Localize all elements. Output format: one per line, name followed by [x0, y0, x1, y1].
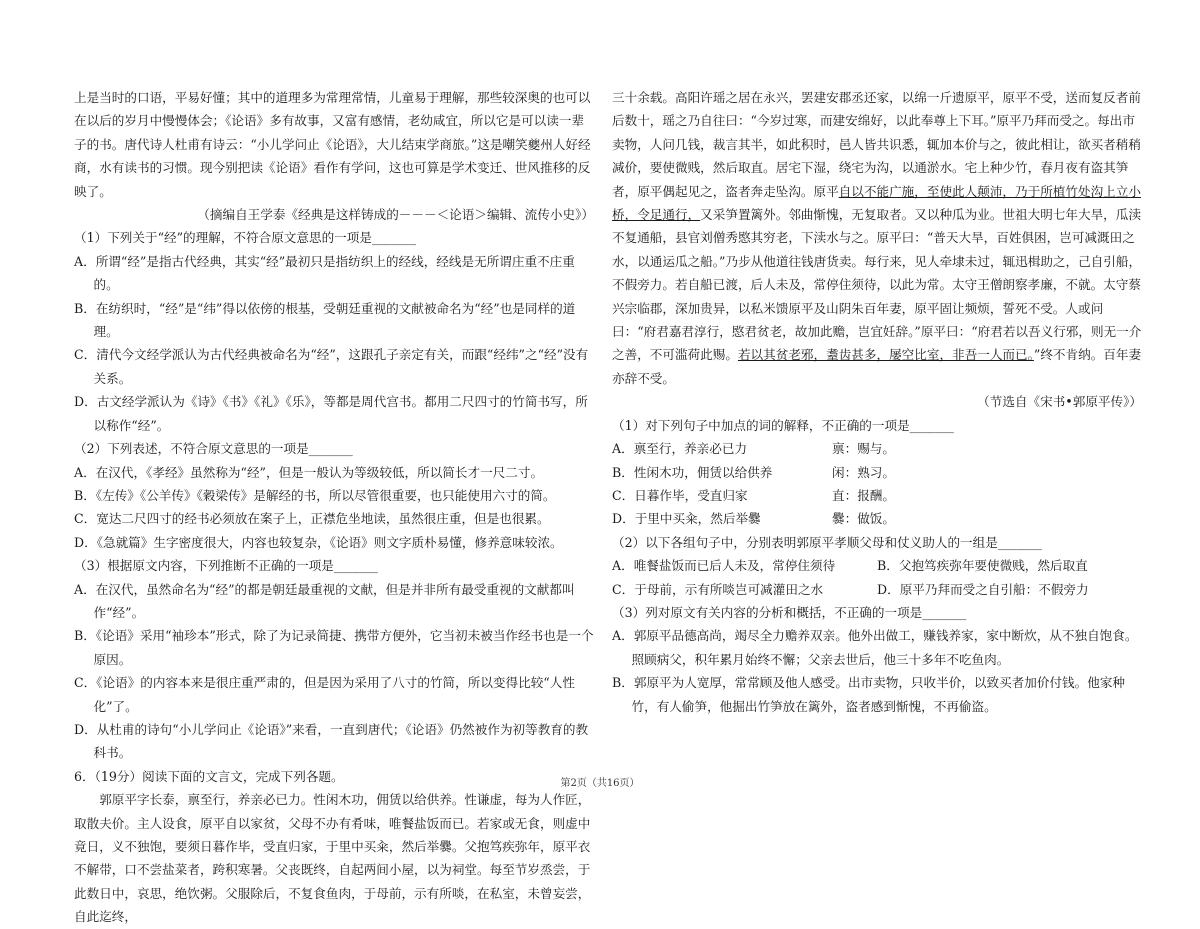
left-column [74, 86, 594, 929]
passage-paragraph: 上是当时的口语，平易好懂；其中的道理多为常理常情，儿童易于理解，那些较深奥的也可以在以后的岁月中慢慢体会；《论语》多有故事，又富有感情，老幼咸宜，所以它是可以读一辈子的书。唐代诗人杜甫有诗云：“小儿学问止《论语》，大儿结束学商旅。”这是嘲笑夔州人好经商，水有读书的习惯。现今别把读《论语》看作有学问，这也可算是学术变迁、世风推移的反映了。 [74, 90, 591, 199]
source-citation: （摘编自王学泰《经典是这样铸成的－－－＜论语＞编辑、流传小史》） [197, 207, 594, 223]
page-footer: 第2页（共16页） [560, 778, 640, 789]
option-c [612, 484, 1142, 507]
option-gloss: 直：报酬。 [832, 487, 895, 503]
underlined-sentence-1: 自以不能广施，至使此人颠沛，乃于所植竹处沟上立小桥，令足通行， [612, 183, 1141, 223]
option-b [612, 461, 1142, 484]
option-a: A．所谓“经”是指古代经典，其实“经”最初只是指纺织上的经线，经线是无所谓庄重不庄重的。 [74, 253, 575, 293]
options-ab [612, 554, 1142, 577]
passage-text: 三十余载。高阳许瑶之居在永兴，罢建安郡丞还家，以绵一斤遗原平，原平不受，送而复反者前后数十，瑶之乃自往曰：“今岁过寒，而建安绵好，以此奉尊上下耳。”原平乃拜而受之。每出市卖物，人问几钱，裁言其半，如此积时，邑人皆共识悉，辄加本价与之，彼此相让，欲买者稍稍减价，要使微贱，然后取直。居宅下湿，绕宅为沟，以通淤水。宅上种少竹，春月夜有盗其笋者，原平偶起见之，盗者奔走坠沟。原平 [612, 90, 1141, 199]
option-c: C．《论语》的内容本来是很庄重严肃的，但是因为采用了八寸的竹简，所以变得比较“人性化”了。 [74, 675, 575, 714]
option-b: B．在纺织时，“经”是“纬”得以依傍的根基，受朝廷重视的文献被命名为“经”也是同样的道理。 [74, 300, 576, 340]
option-d: D．从杜甫的诗句“小儿学问止《论语》”来看，一直到唐代；《论语》仍然被作为初等教育的教科书。 [74, 721, 589, 761]
option-c: C．于母前，示有所啖岂可减灌田之水 [612, 581, 824, 597]
option-c: C．宽达二尺四寸的经书必须放在案子上，正襟危坐地读，虽然很庄重，但是也很累。 [74, 511, 550, 527]
option-a [612, 437, 1142, 460]
option-c: C．清代今文经学派认为古代经典被命名为“经”，这跟孔子亲定有关，而跟“经纬”之“经”没有关系。 [74, 347, 589, 386]
option-b: B．《论语》采用“袖珍本”形式，除了为记录简捷、携带方便外，它当初未被当作经书也是一个原因。 [74, 628, 594, 667]
option-gloss: 禀：赐与。 [832, 441, 895, 457]
options-cd [612, 578, 1142, 601]
question-1: （1）下列关于“经”的理解，不符合原文意思的一项是_______ [74, 230, 417, 246]
option-d [612, 507, 1142, 530]
option-sentence: A．禀至行，养亲必已力 [612, 441, 748, 457]
question-6-heading: 6．（19分）阅读下面的文言文，完成下列各题。 [74, 768, 344, 784]
option-a: A．郭原平品德高尚，竭尽全力赡养双亲。他外出做工，赚钱养家，家中断炊，从不独自饱食。照顾病父，积年累月始终不懈；父亲去世后，他三十多年不吃鱼肉。 [612, 628, 1138, 667]
option-a: A．在汉代，《孝经》虽然称为“经”，但是一般认为等级较低，所以简长才一尺二寸。 [74, 464, 544, 480]
option-b: B．《左传》《公羊传》《穀梁传》是解经的书，所以尽管很重要，也只能使用六寸的简。 [74, 487, 556, 503]
classical-passage: 郭原平字长泰，禀至行，养亲必已力。性闲木功，佣赁以给供养。性谦虚，每为人作匠，取散夫价。主人设食，原平自以家贫，父母不办有肴味，唯餐盐饭而已。若家或无食，则虚中竟日，义不独饱，要须日暮作毕，受直归家，于里中买籴，然后举爨。父抱笃疾弥年，原平衣不解带，口不尝盐菜者，跨积寒暑。父丧既终，自起两间小屋，以为祠堂。每至节岁烝尝，于此数日中，哀思，绝饮粥。父服除后，不复食鱼肉，于母前，示有所啖，在私室，未曾妄尝，自此迄终， [74, 792, 591, 925]
underlined-sentence-2: 若以其贫老邪，耋齿甚多，屡空比室，非吾一人而已。 [737, 347, 1034, 363]
passage-text: ”终不肯纳。百年妻亦辞不受。 [612, 347, 1142, 386]
option-gloss: 闲：熟习。 [832, 464, 895, 480]
classical-passage-continued [612, 86, 1142, 390]
option-d: D．古文经学派认为《诗》《书》《礼》《乐》，等都是周代宫书。都用二尺四寸的竹简书写，所以称作“经”。 [74, 394, 588, 433]
option-gloss: 爨：做饭。 [832, 511, 895, 527]
passage-text: 又采笋置篱外。邻曲惭愧，无复取者。又以种瓜为业。世祖大明七年大旱，瓜渎不复通船，县官刘僧秀愍其穷老，下渎水与之。原平曰：“普天大旱，百姓俱困，岂可减溉田之水，以通运瓜之船。”乃步从他道往钱唐货卖。每行来，见人牵埭未过，辄迅楫助之，己自引船，不假旁力。若自船已渡，后人未及，常停住须待，以此为常。太守王僧朗察孝廉，不就。太守蔡兴宗临郡，深加贵异，以私米馈原平及山阴朱百年妻，原平固让频烦，誓死不受。人或问曰：“府君嘉君淳行，愍君贫老，故加此赡，岂宜妊辞。”原平曰：“府君若以吾义行邪，则无一介之善，不可滥荷此赐。 [612, 207, 1142, 363]
option-a: A．在汉代，虽然命名为“经”的都是朝廷最重视的文献，但是并非所有最受重视的文献都叫作“经”。 [74, 581, 575, 620]
question-1: （1）对下列句子中加点的词的解释，不正确的一项是_______ [612, 417, 954, 433]
question-2: （2）下列表述，不符合原文意思的一项是_______ [74, 441, 353, 457]
option-d: D．原平乃拜而受之自引船：不假旁力 [877, 581, 1089, 597]
option-sentence: B．性闲木功，佣赁以给供养 [612, 464, 773, 480]
source-citation: （节选自《宋书•郭原平传》） [977, 394, 1142, 410]
right-column [612, 86, 1142, 718]
question-3: （3）列对原文有关内容的分析和概括，不正确的一项是_______ [612, 604, 967, 620]
question-2: （2）以下各组句子中，分别表明郭原平孝顺父母和仗义助人的一组是_______ [612, 534, 1042, 550]
question-3: （3）根据原文内容，下列推断不正确的一项是_______ [74, 558, 378, 574]
option-b: B．郭原平为人宽厚，常常顾及他人感受。出市卖物，只收半价，以致买者加价付钱。他家种竹，有人偷笋，他掘出竹笋放在篱外，盗者感到惭愧，不再偷盗。 [612, 675, 1126, 714]
option-sentence: C．日暮作毕，受直归家 [612, 487, 748, 503]
option-d: D．《急就篇》生字密度很大，内容也较复杂，《论语》则文字质朴易懂，修养意味较浓。 [74, 534, 563, 550]
option-sentence: D．于里中买籴，然后举爨 [612, 511, 761, 527]
option-a: A．唯餐盐饭而已后人未及，常停住须待 [612, 558, 836, 574]
option-b: B．父抱笃疾弥年要使微贱，然后取直 [877, 558, 1088, 574]
